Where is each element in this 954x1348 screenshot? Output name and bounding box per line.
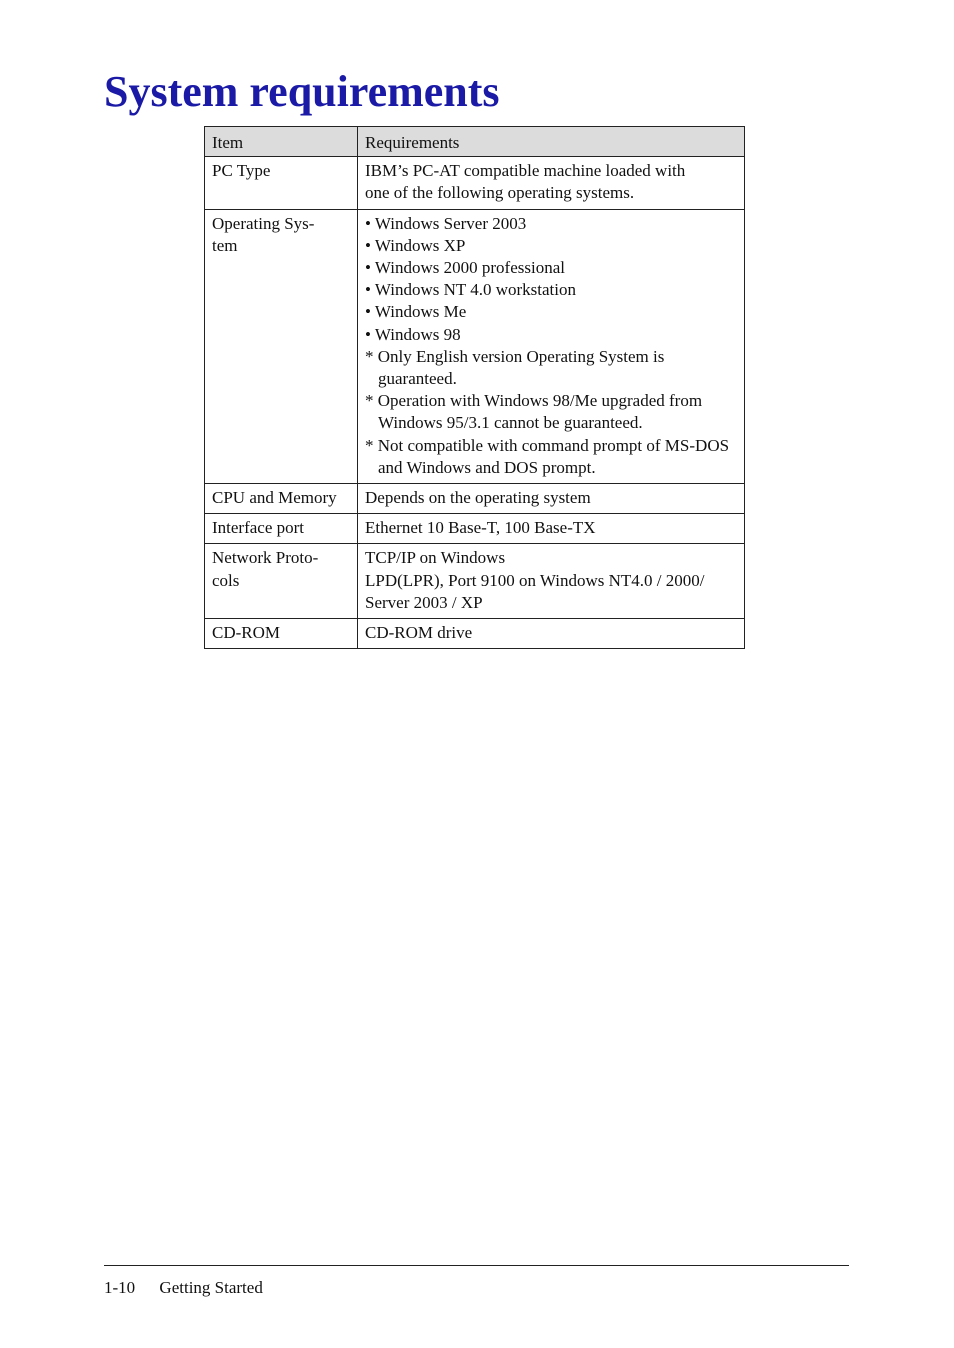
table-header-row bbox=[205, 127, 745, 157]
item-line: tem bbox=[212, 235, 238, 255]
os-bullet-item: • Windows Server 2003 bbox=[365, 213, 527, 233]
os-note: * Not compatible with command prompt of MS-DOS and Windows and DOS prompt. bbox=[365, 435, 730, 477]
os-note: * Only English version Operating System is guaranteed. bbox=[365, 346, 665, 389]
requirements-cell bbox=[358, 157, 745, 209]
requirement-line: one of the following operating systems. bbox=[365, 183, 635, 203]
requirements-cell bbox=[358, 209, 745, 483]
table-row-cpu-memory bbox=[205, 484, 745, 514]
requirement-line: TCP/IP on Windows bbox=[365, 548, 506, 568]
requirements-cell bbox=[358, 619, 745, 649]
item-cell bbox=[205, 209, 358, 483]
item-line: Network Proto- bbox=[212, 548, 319, 568]
section-name: Getting Started bbox=[159, 1278, 263, 1297]
item-cell bbox=[205, 544, 358, 619]
os-bullet-item: • Windows 98 bbox=[365, 324, 461, 344]
table-row-pc-type bbox=[205, 157, 745, 209]
requirements-cell bbox=[358, 514, 745, 544]
requirements-cell bbox=[358, 544, 745, 619]
page-number: 1-10 bbox=[104, 1278, 136, 1297]
requirement-line: LPD(LPR), Port 9100 on Windows NT4.0 / 2000/ bbox=[365, 570, 705, 590]
requirement-line: CD-ROM drive bbox=[365, 623, 473, 643]
item-line: cols bbox=[212, 570, 240, 590]
table-row-cd-rom bbox=[205, 619, 745, 649]
page-footer bbox=[104, 1277, 263, 1299]
table-row-interface-port bbox=[205, 514, 745, 544]
os-bullet-item: • Windows NT 4.0 workstation bbox=[365, 280, 576, 300]
requirement-line: Depends on the operating system bbox=[365, 488, 591, 508]
requirement-line: Ethernet 10 Base-T, 100 Base-TX bbox=[365, 518, 596, 538]
table-row-network-protocols bbox=[205, 544, 745, 619]
column-header-item: Item bbox=[205, 127, 358, 157]
page-title: System requirements bbox=[104, 67, 500, 116]
requirement-line: Server 2003 / XP bbox=[365, 592, 483, 612]
item-cell: Interface port bbox=[205, 514, 358, 544]
item-line: Operating Sys- bbox=[212, 213, 315, 233]
footer-divider bbox=[104, 1265, 849, 1266]
requirement-line: IBM’s PC-AT compatible machine loaded with bbox=[365, 161, 686, 181]
os-note: * Operation with Windows 98/Me upgraded from Windows 95/3.1 cannot be guaranteed. bbox=[365, 391, 703, 433]
item-cell: PC Type bbox=[205, 157, 358, 209]
requirements-cell bbox=[358, 484, 745, 514]
os-bullet-item: • Windows 2000 professional bbox=[365, 258, 565, 278]
item-cell: CPU and Memory bbox=[205, 484, 358, 514]
table-row-operating-system bbox=[205, 209, 745, 483]
os-bullet-item: • Windows XP bbox=[365, 235, 466, 255]
os-bullet-item: • Windows Me bbox=[365, 302, 467, 322]
column-header-requirements: Requirements bbox=[358, 127, 745, 157]
requirements-table bbox=[204, 126, 745, 649]
item-cell: CD-ROM bbox=[205, 619, 358, 649]
